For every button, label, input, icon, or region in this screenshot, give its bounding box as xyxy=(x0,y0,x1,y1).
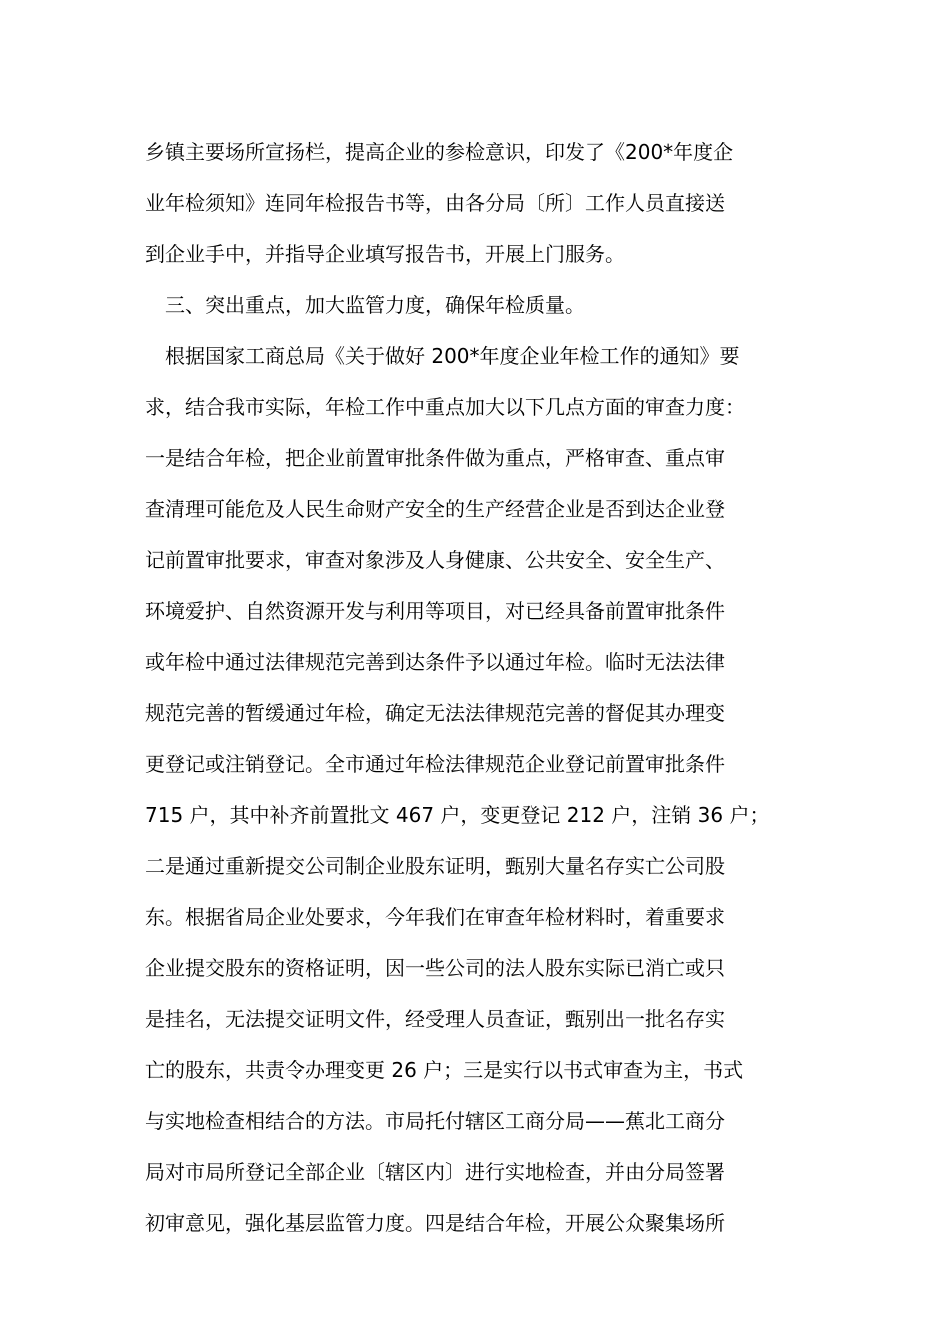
text-line: 业年检须知》连同年检报告书等，由各分局〔所〕工作人员直接送 xyxy=(145,191,725,215)
text-line: 更登记或注销登记。全市通过年检法律规范企业登记前置审批条件 xyxy=(145,752,725,776)
body-text xyxy=(145,127,825,1249)
text-line: 求，结合我市实际，年检工作中重点加大以下几点方面的审查力度： xyxy=(145,395,745,419)
text-line: 规范完善的暂缓通过年检，确定无法法律规范完善的督促其办理变 xyxy=(145,701,725,725)
text-line: 局对市局所登记全部企业〔辖区内〕进行实地检查，并由分局签署 xyxy=(145,1160,725,1184)
section-heading: 三、突出重点，加大监管力度，确保年检质量。 xyxy=(165,293,585,317)
text-line: 与实地检查相结合的方法。市局托付辖区工商分局——蕉北工商分 xyxy=(145,1109,725,1133)
text-line: 初审意见，强化基层监管力度。四是结合年检，开展公众聚集场所 xyxy=(145,1211,725,1235)
text-line: 东。根据省局企业处要求，今年我们在审查年检材料时，着重要求 xyxy=(145,905,725,929)
text-line: 查清理可能危及人民生命财产安全的生产经营企业是否到达企业登 xyxy=(145,497,725,521)
text-line: 记前置审批要求，审查对象涉及人身健康、公共安全、安全生产、 xyxy=(145,548,725,572)
text-line: 企业提交股东的资格证明，因一些公司的法人股东实际已消亡或只 xyxy=(145,956,725,980)
text-line: 亡的股东，共责令办理变更 26 户；三是实行以书式审查为主，书式 xyxy=(145,1058,744,1082)
text-line: 到企业手中，并指导企业填写报告书，开展上门服务。 xyxy=(145,242,625,266)
text-line: 是挂名，无法提交证明文件，经受理人员查证，甄别出一批名存实 xyxy=(145,1007,725,1031)
text-line: 或年检中通过法律规范完善到达条件予以通过年检。临时无法法律 xyxy=(145,650,725,674)
text-line: 一是结合年检，把企业前置审批条件做为重点，严格审查、重点审 xyxy=(145,446,725,470)
text-line: 715 户，其中补齐前置批文 467 户，变更登记 212 户，注销 36 户； xyxy=(145,803,770,827)
text-line: 乡镇主要场所宣扬栏，提高企业的参检意识，印发了《200*年度企 xyxy=(145,140,734,164)
text-line: 根据国家工商总局《关于做好 200*年度企业年检工作的通知》要 xyxy=(165,344,740,368)
text-line: 环境爱护、自然资源开发与利用等项目，对已经具备前置审批条件 xyxy=(145,599,725,623)
text-line: 二是通过重新提交公司制企业股东证明，甄别大量名存实亡公司股 xyxy=(145,854,725,878)
